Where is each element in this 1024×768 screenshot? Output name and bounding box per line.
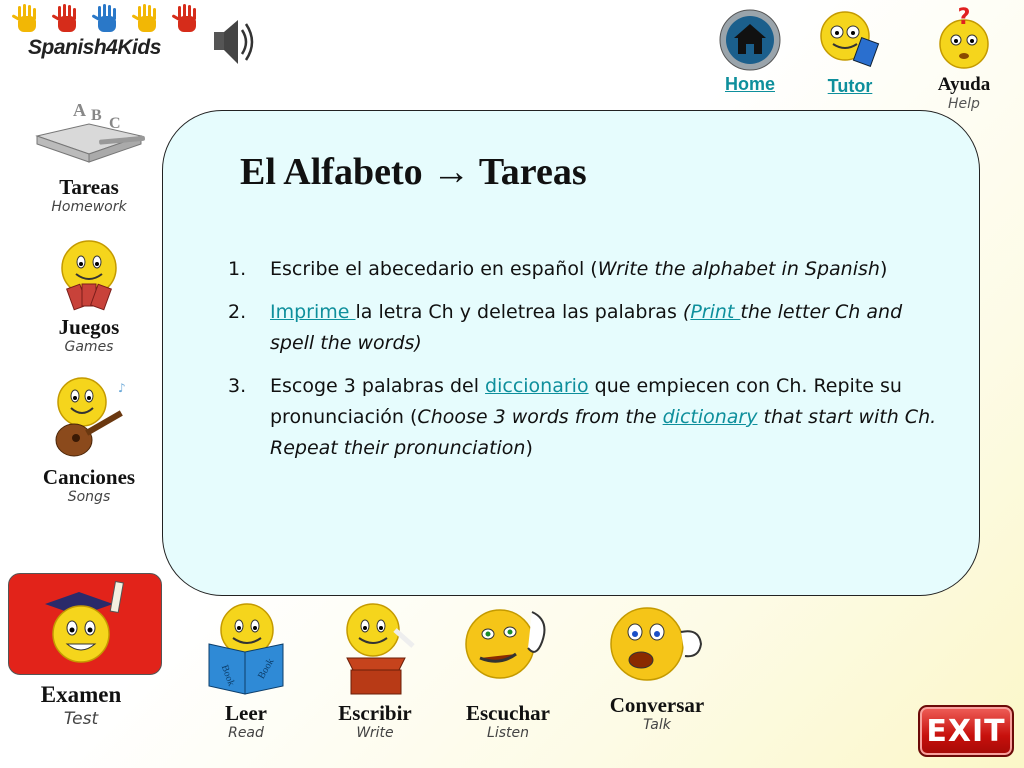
task-item-3 (228, 371, 948, 464)
hands-logo-icon (8, 4, 208, 36)
dictionary-link-en[interactable]: dictionary (662, 406, 758, 428)
dictionary-link-es[interactable]: diccionario (485, 375, 589, 397)
sidebar-item-games[interactable] (26, 236, 152, 356)
task-text-en-2: that start with Ch. Repeat their pronunciation (270, 406, 937, 459)
skill-label-es: Conversar (609, 693, 705, 717)
talking-smiley-icon (601, 602, 713, 692)
writing-smiley-icon (333, 600, 417, 696)
task-text-en: Choose 3 words from the (417, 406, 663, 428)
sidebar-label-es: Tareas (59, 175, 119, 199)
help-label-es: Ayuda (937, 74, 991, 95)
skill-label-es: Leer (225, 701, 267, 725)
task-number: 1. (228, 258, 247, 280)
svg-text:B: B (91, 107, 102, 124)
reading-smiley-icon (201, 600, 291, 696)
home-icon (718, 8, 782, 72)
skill-label-en: Talk (643, 717, 671, 733)
skill-talk[interactable] (590, 602, 724, 734)
exit-label: EXIT (926, 713, 1006, 749)
sidebar-item-homework[interactable] (26, 96, 152, 216)
graduate-smiley-icon (37, 576, 137, 672)
task-text-en: the letter Ch and spell the words) (270, 301, 903, 354)
speaker-icon[interactable] (208, 12, 258, 72)
page-title: El Alfabeto → Tareas (240, 151, 587, 193)
home-button[interactable] (712, 8, 788, 95)
tutor-button[interactable] (814, 6, 886, 97)
task-text-es: la letra Ch y deletrea las palabras (355, 301, 683, 323)
test-label[interactable] (8, 682, 154, 730)
svg-text:C: C (109, 115, 121, 132)
skill-write[interactable] (320, 600, 430, 742)
task-number: 2. (228, 301, 247, 323)
skill-label-en: Write (356, 725, 394, 741)
skill-read[interactable] (196, 600, 296, 742)
svg-text:♪: ♪ (118, 381, 126, 395)
book-text: Book (256, 656, 277, 681)
sidebar-label-en: Games (64, 339, 114, 355)
print-link-en[interactable]: Print (690, 301, 741, 323)
sidebar-label-en: Test (63, 709, 99, 729)
svg-text:?: ? (957, 5, 971, 30)
guitar-smiley-icon (44, 374, 134, 462)
skill-label-en: Listen (487, 725, 529, 741)
sidebar-label-es: Juegos (58, 315, 120, 339)
sidebar-label-en: Homework (51, 199, 127, 215)
abc-book-icon (29, 96, 149, 172)
tutor-link[interactable]: Tutor (827, 76, 873, 96)
help-label-en: Help (948, 96, 980, 112)
task-text-en: Write the alphabet in Spanish (597, 258, 880, 280)
skill-listen[interactable] (448, 602, 568, 742)
skill-label-es: Escuchar (466, 701, 550, 725)
task-text-es: Escribe el abecedario en español ( (270, 258, 598, 280)
task-list (228, 254, 948, 476)
help-smiley-icon (934, 4, 994, 72)
sidebar-label-en: Songs (67, 489, 111, 505)
task-text-close: ) (879, 258, 888, 280)
sidebar-label-es: Canciones (42, 465, 136, 489)
book-text: Book (218, 663, 237, 688)
skill-label-en: Read (228, 725, 264, 741)
help-button[interactable] (924, 4, 1004, 112)
task-text-es: Escoge 3 palabras del (270, 375, 486, 397)
tutor-smiley-icon (815, 6, 885, 72)
sidebar-item-songs[interactable] (18, 374, 160, 506)
skill-label-es: Escribir (338, 701, 412, 725)
task-item-2 (228, 297, 948, 359)
sidebar-item-test[interactable] (8, 573, 162, 675)
task-text-close: ) (525, 437, 533, 459)
task-text-es-2: que empiecen con Ch. Repite su pronunciación ( (270, 375, 902, 428)
task-number: 3. (228, 375, 247, 397)
print-link-es[interactable]: Imprime (270, 301, 356, 323)
listening-smiley-icon (456, 602, 560, 698)
svg-text:A: A (73, 100, 86, 120)
task-text-paren: ( (682, 301, 691, 323)
cards-smiley-icon (54, 236, 124, 312)
sidebar-label-es: Examen (40, 682, 122, 707)
task-item-1 (228, 254, 948, 285)
exit-button[interactable] (918, 705, 1014, 757)
home-link[interactable]: Home (724, 74, 775, 94)
brand-logo-text: Spanish4Kids (28, 36, 161, 59)
